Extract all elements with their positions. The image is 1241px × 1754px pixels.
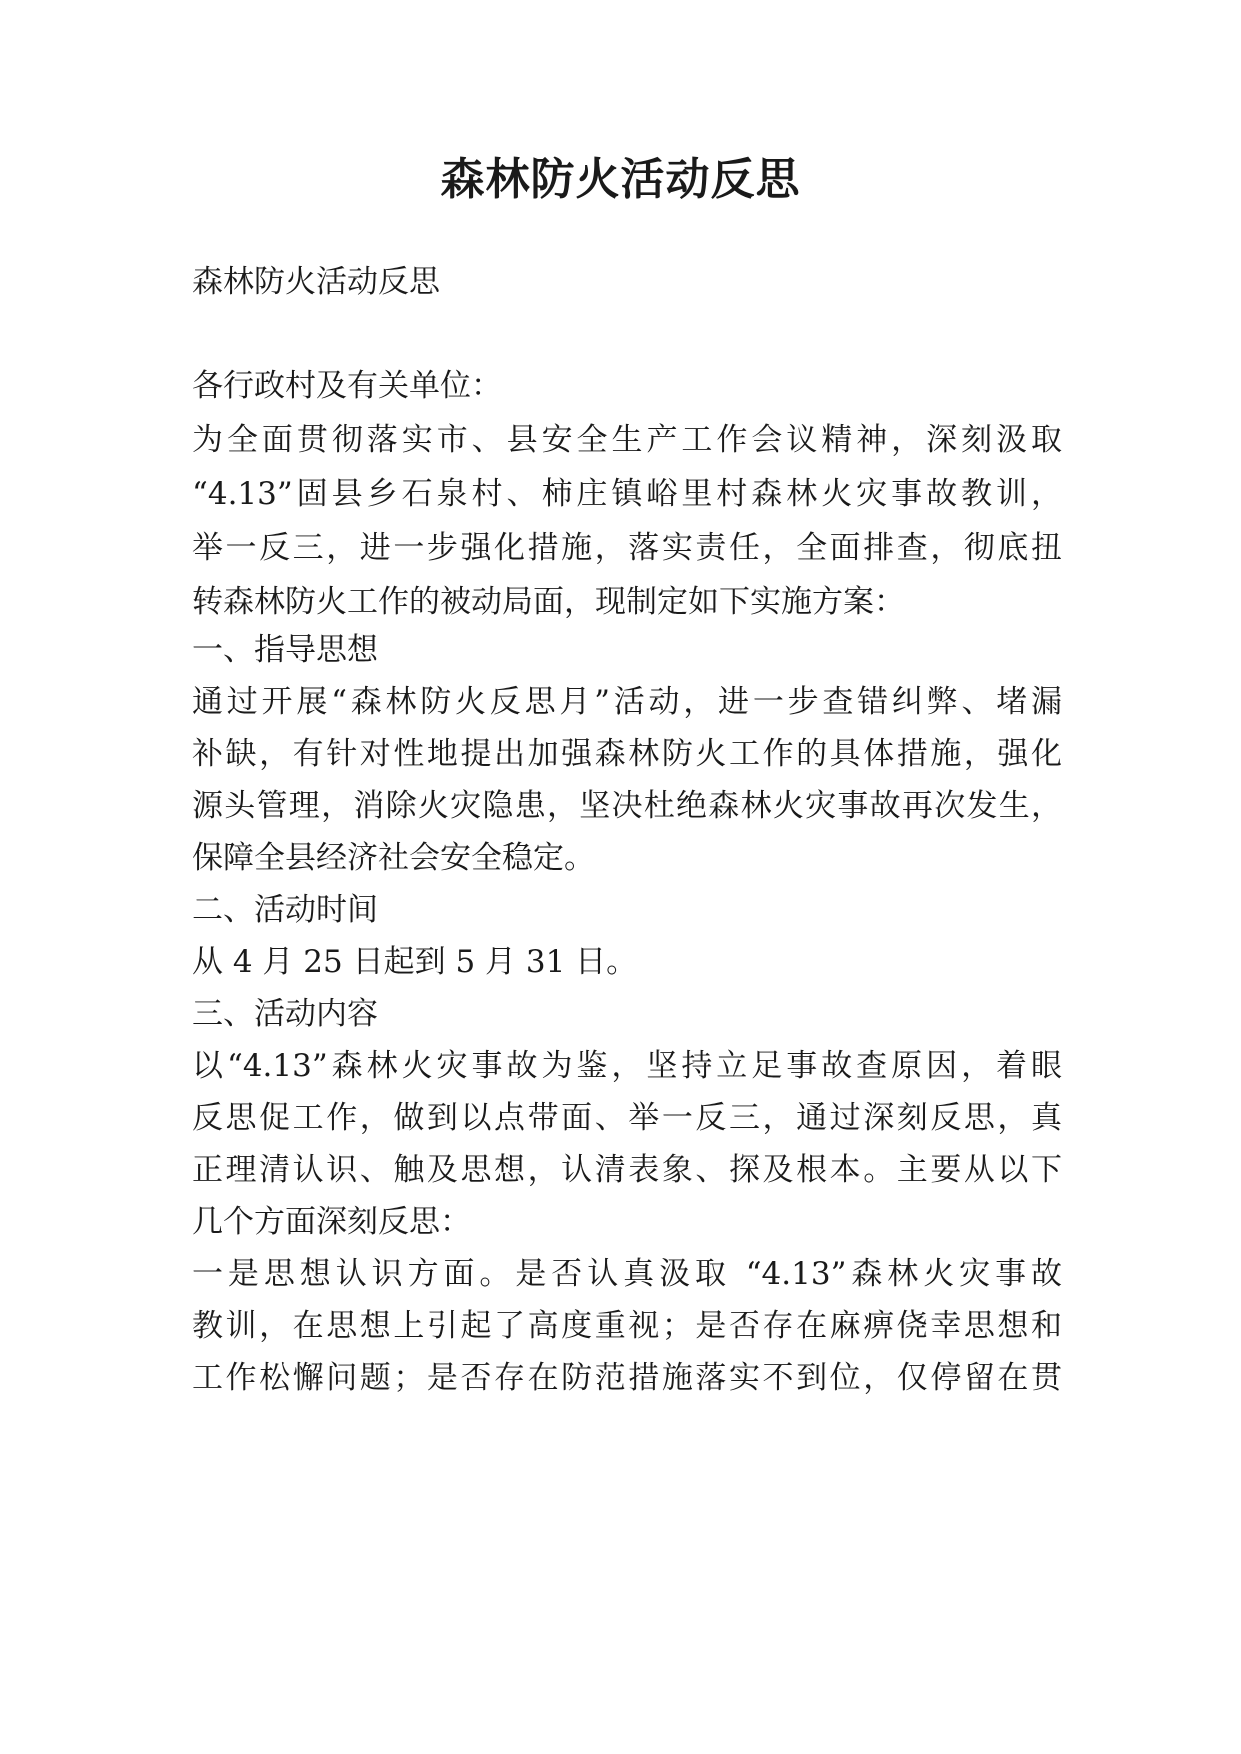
body-line: 以“4.13”森林火灾事故为鉴，坚持立足事故查原因，着眼 [192, 1048, 1062, 1084]
body-line: 正理清认识、触及思想，认清表象、探及根本。主要从以下 [192, 1152, 1062, 1188]
body-line: 反思促工作，做到以点带面、举一反三，通过深刻反思，真 [192, 1100, 1062, 1136]
body-line: 教训，在思想上引起了高度重视；是否存在麻痹侥幸思想和 [192, 1308, 1062, 1344]
body-line: 一是思想认识方面。是否认真汲取 “4.13”森林火灾事故 [192, 1256, 1062, 1292]
document-title: 森林防火活动反思 [440, 154, 801, 205]
document-subtitle: 森林防火活动反思 [192, 264, 440, 300]
body-line: 为全面贯彻落实市、县安全生产工作会议精神，深刻汲取 [192, 422, 1062, 458]
salutation: 各行政村及有关单位： [192, 368, 502, 404]
body-line: 通过开展“森林防火反思月”活动，进一步查错纠弊、堵漏 [192, 684, 1062, 720]
body-line: 几个方面深刻反思： [192, 1204, 471, 1240]
body-line: 保障全县经济社会安全稳定。 [192, 840, 595, 876]
section-heading: 三、活动内容 [192, 996, 378, 1032]
body-line: 工作松懈问题；是否存在防范措施落实不到位，仅停留在贯 [192, 1360, 1062, 1396]
section-heading: 一、指导思想 [192, 632, 378, 668]
body-line: 举一反三，进一步强化措施，落实责任，全面排查，彻底扭 [192, 530, 1062, 566]
body-line: 源头管理，消除火灾隐患，坚决杜绝森林火灾事故再次发生， [192, 788, 1062, 824]
body-line: 补缺，有针对性地提出加强森林防火工作的具体措施，强化 [192, 736, 1062, 772]
body-line: 从 4 月 25 日起到 5 月 31 日。 [192, 944, 638, 980]
body-line: 转森林防火工作的被动局面，现制定如下实施方案： [192, 584, 905, 620]
section-heading: 二、活动时间 [192, 892, 378, 928]
body-line: “4.13”固县乡石泉村、柿庄镇峪里村森林火灾事故教训， [192, 476, 1062, 512]
